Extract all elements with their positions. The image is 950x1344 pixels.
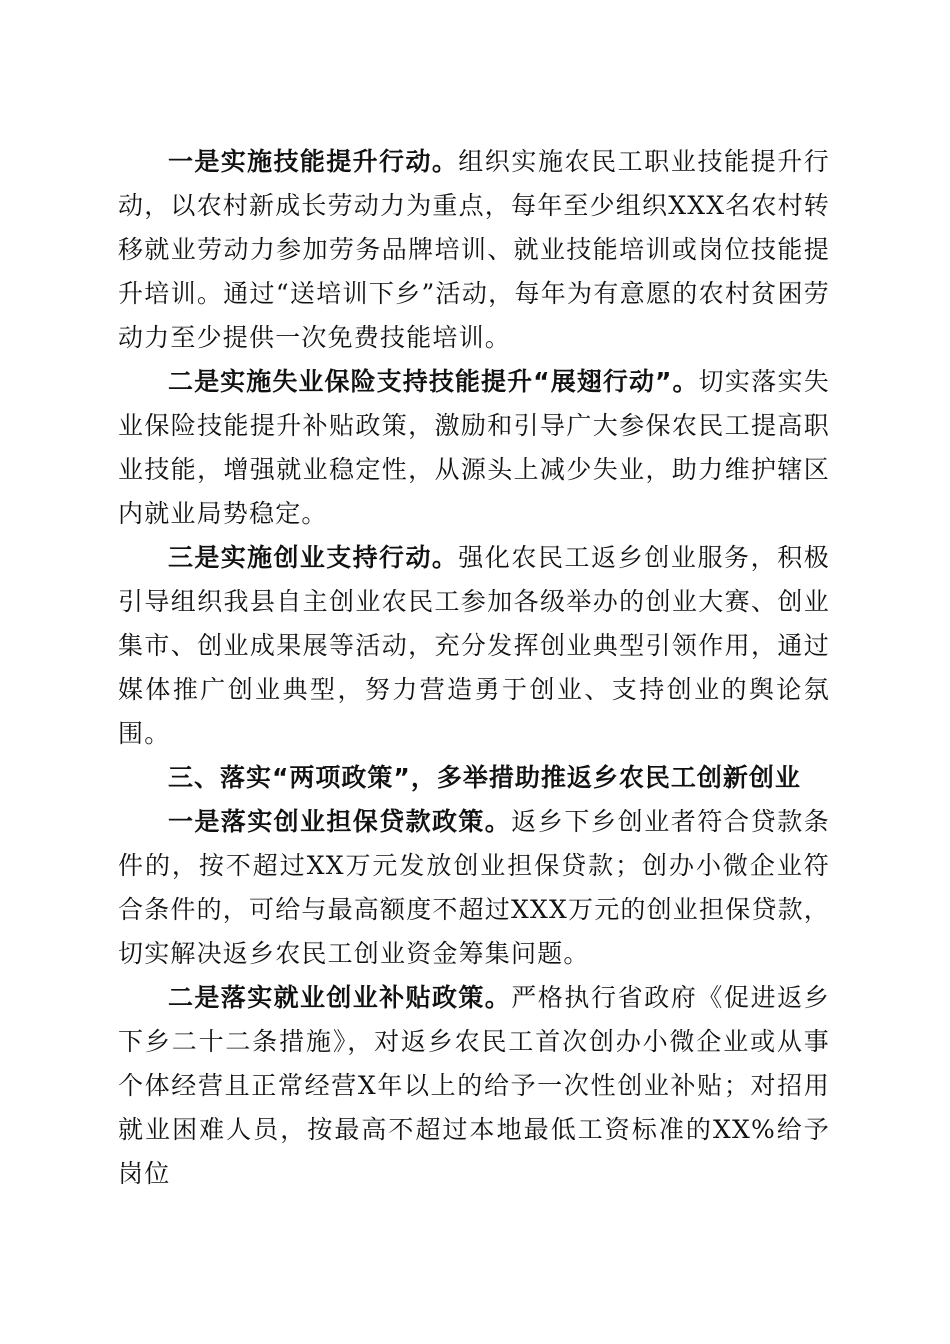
paragraph-skill-upgrade bbox=[118, 140, 830, 360]
paragraph-text: 组织实施农民工职业技能提升行动，以农村新成长劳动力为重点，每年至少组织XXX名农村转移就业劳动力参加劳务品牌培训、就业技能培训或岗位技能提升培训。通过“送培训下乡”活动，每年为有意愿的农村贫困劳动力至少提供一次免费技能培训。 bbox=[118, 147, 830, 352]
paragraph-subsidy-policy bbox=[118, 976, 830, 1196]
section-heading: 三、落实“两项政策”，多举措助推返乡农民工创新创业 bbox=[168, 763, 801, 792]
paragraph-text: 返乡下乡创业者符合贷款条件的，按不超过XX万元发放创业担保贷款；创办小微企业符合条件的，可给与最高额度不超过XXX万元的创业担保贷款，切实解决返乡农民工创业资金筹集问题。 bbox=[118, 807, 830, 968]
paragraph-lead: 二是落实就业创业补贴政策。 bbox=[168, 983, 512, 1012]
paragraph-guaranteed-loan bbox=[118, 800, 830, 976]
paragraph-unemployment-insurance bbox=[118, 360, 830, 536]
paragraph-lead: 二是实施失业保险支持技能提升“展翅行动”。 bbox=[168, 367, 699, 396]
paragraph-entrepreneurship-support bbox=[118, 536, 830, 756]
paragraph-text: 切实落实失业保险技能提升补贴政策，激励和引导广大参保农民工提高职业技能，增强就业稳定性，从源头上减少失业，助力维护辖区内就业局势稳定。 bbox=[118, 367, 830, 528]
paragraph-text: 严格执行省政府《促进返乡下乡二十二条措施》，对返乡农民工首次创办小微企业或从事个体经营且正常经营X年以上的给予一次性创业补贴；对招用就业困难人员，按最高不超过本地最低工资标准的XX%给予岗位 bbox=[118, 983, 830, 1188]
paragraph-text: 强化农民工返乡创业服务，积极引导组织我县自主创业农民工参加各级举办的创业大赛、创业集市、创业成果展等活动，充分发挥创业典型引领作用，通过媒体推广创业典型，努力营造勇于创业、支持创业的舆论氛围。 bbox=[118, 543, 830, 748]
paragraph-lead: 一是落实创业担保贷款政策。 bbox=[168, 807, 512, 836]
document-body bbox=[118, 140, 830, 1196]
paragraph-lead: 一是实施技能提升行动。 bbox=[168, 147, 459, 176]
paragraph-lead: 三是实施创业支持行动。 bbox=[168, 543, 459, 572]
